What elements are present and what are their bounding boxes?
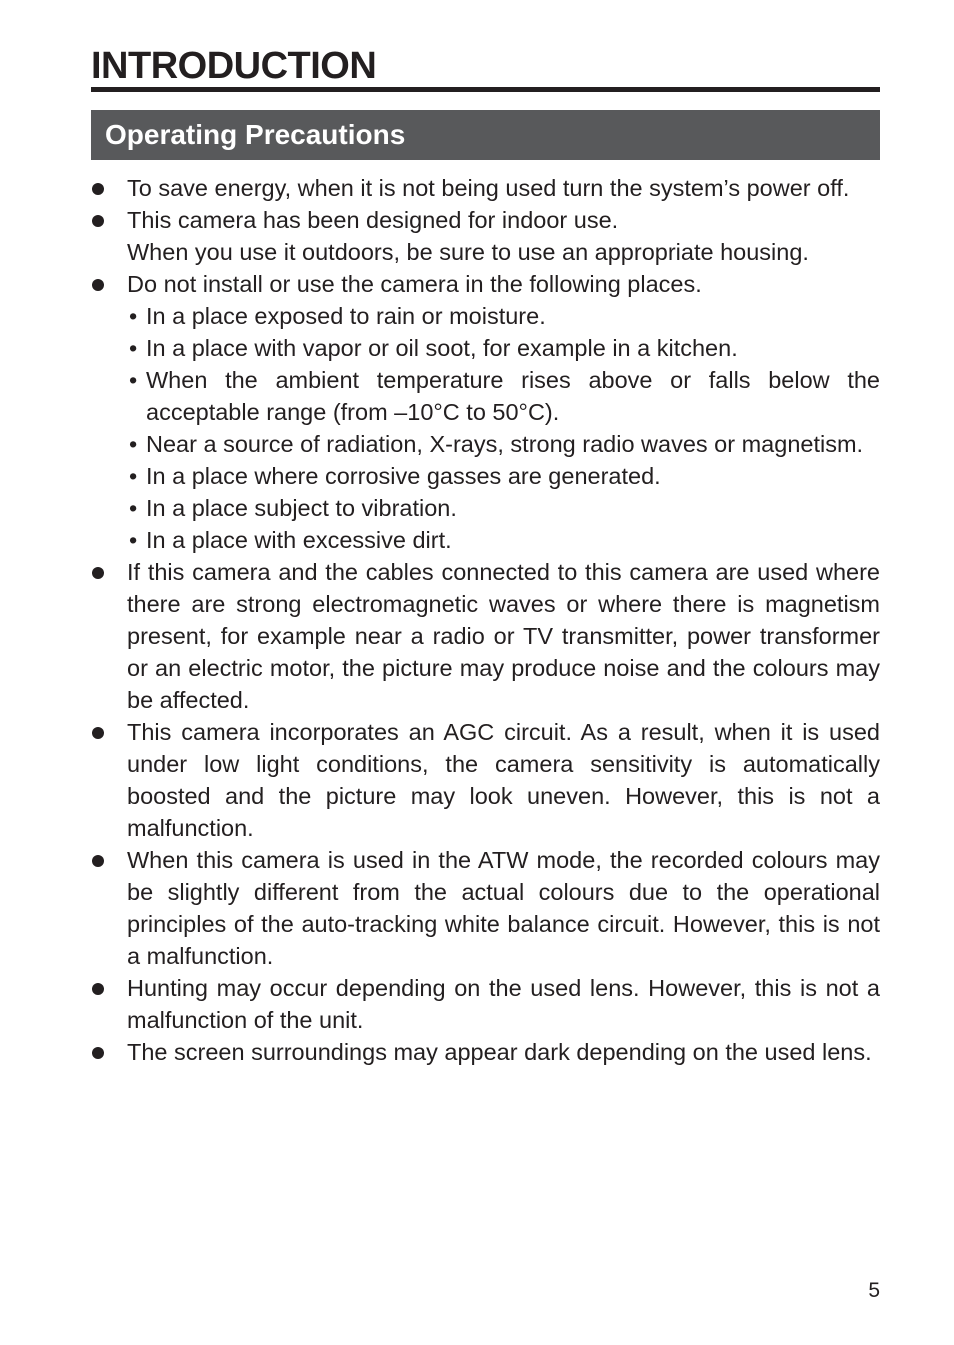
list-item <box>91 972 880 1036</box>
item-text: When this camera is used in the ATW mode, the recorded colours may be slightly different from the actual colours due to the operational principles of the auto-tracking white balance circuit. However, this is not a malfunction. <box>127 847 880 969</box>
sub-list-item <box>127 492 880 524</box>
sub-item-text: In a place with excessive dirt. <box>146 527 452 553</box>
section-title: Operating Precautions <box>105 119 406 150</box>
section-header <box>91 110 880 160</box>
item-text: If this camera and the cables connected to this camera are used where there are strong electromagnetic waves or where there is magnetism present, for example near a radio or TV transmitter, power transformer or an electric motor, the picture may produce noise and the colours may be affected. <box>127 559 880 713</box>
sub-item-text: In a place with vapor or oil soot, for example in a kitchen. <box>146 335 738 361</box>
sub-item-text: When the ambient temperature rises above or falls below the acceptable range (from –10°C to 50°C). <box>146 367 880 425</box>
list-item <box>91 172 880 204</box>
bullet-icon <box>92 567 104 579</box>
list-item <box>91 1036 880 1068</box>
precautions-list <box>91 172 880 1068</box>
bullet-icon <box>92 855 104 867</box>
list-item <box>91 268 880 556</box>
sub-item-text: Near a source of radiation, X-rays, strong radio waves or magnetism. <box>146 431 864 457</box>
item-note: When you use it outdoors, be sure to use an appropriate housing. <box>127 239 809 265</box>
sub-list-item <box>127 460 880 492</box>
item-text: The screen surroundings may appear dark depending on the used lens. <box>127 1039 872 1065</box>
middle-dot-icon: • <box>129 303 138 329</box>
sub-list-item <box>127 300 880 332</box>
list-item <box>91 204 880 268</box>
middle-dot-icon: • <box>129 463 138 489</box>
list-item <box>91 556 880 716</box>
bullet-icon <box>92 215 104 227</box>
item-text: To save energy, when it is not being used turn the system’s power off. <box>127 175 850 201</box>
bullet-icon <box>92 983 104 995</box>
precautions-content <box>91 172 880 1068</box>
middle-dot-icon: • <box>129 335 138 361</box>
item-text: Do not install or use the camera in the following places. <box>127 271 702 297</box>
sub-list-item <box>127 332 880 364</box>
bullet-icon <box>92 279 104 291</box>
sub-item-text: In a place exposed to rain or moisture. <box>146 303 546 329</box>
item-text: This camera incorporates an AGC circuit. As a result, when it is used under low light conditions, the camera sensitivity is automatically boosted and the picture may look uneven. However, this is not a malfunction. <box>127 719 880 841</box>
middle-dot-icon: • <box>129 431 138 457</box>
page-number: 5 <box>868 1279 880 1302</box>
item-text: This camera has been designed for indoor use. <box>127 207 619 233</box>
sub-list-item <box>127 524 880 556</box>
bullet-icon <box>92 183 104 195</box>
bullet-icon <box>92 727 104 739</box>
sub-item-text: In a place subject to vibration. <box>146 495 457 521</box>
item-text: Hunting may occur depending on the used lens. However, this is not a malfunction of the unit. <box>127 975 880 1033</box>
list-item <box>91 716 880 844</box>
sub-list-item <box>127 364 880 428</box>
page-heading <box>91 42 880 92</box>
middle-dot-icon: • <box>129 495 138 521</box>
sub-list-item <box>127 428 880 460</box>
middle-dot-icon: • <box>129 367 138 393</box>
middle-dot-icon: • <box>129 527 138 553</box>
bullet-icon <box>92 1047 104 1059</box>
list-item <box>91 844 880 972</box>
place-list <box>127 300 880 556</box>
sub-item-text: In a place where corrosive gasses are generated. <box>146 463 661 489</box>
page-title: INTRODUCTION <box>91 45 377 87</box>
